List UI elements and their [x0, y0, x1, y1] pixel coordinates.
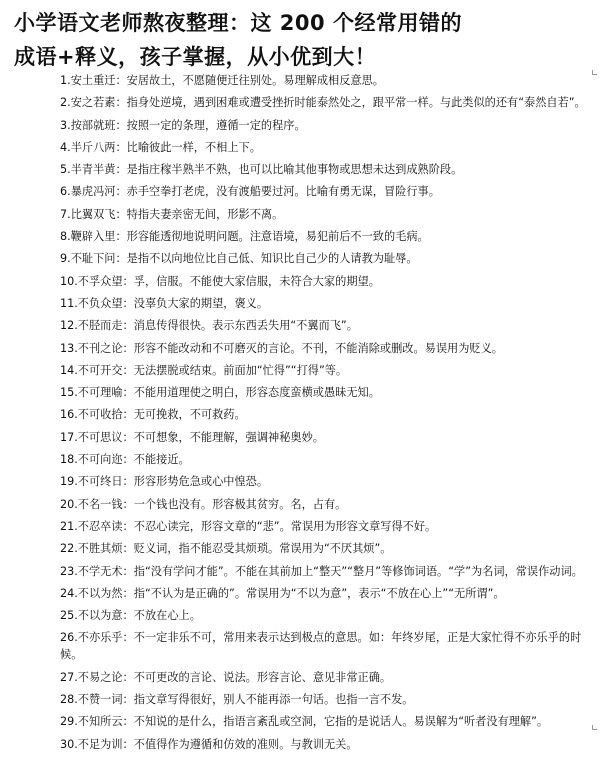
idiom-entry	[60, 429, 592, 451]
idiom-entry	[60, 669, 592, 691]
idiom-entry	[60, 563, 592, 585]
title-line-2: 成语+释义，孩子掌握，从小优到大！	[14, 45, 377, 69]
idiom-definition: 无可挽救，不可救药。	[133, 408, 246, 422]
idiom-word: 不足为训：	[77, 737, 134, 751]
entry-number: 20.	[60, 497, 78, 511]
idiom-definition: 按照一定的条理，遵循一定的程序。	[126, 118, 306, 132]
idiom-term	[60, 364, 134, 377]
idiom-definition: 形容能透彻地说明问题。注意语境，易犯前后不一致的毛病。	[126, 230, 429, 244]
idiom-word: 安之若素：	[70, 96, 127, 110]
idiom-term	[60, 141, 127, 154]
idiom-term	[60, 565, 134, 578]
idiom-word: 半斤八两：	[70, 140, 127, 154]
idiom-entry	[60, 94, 592, 116]
idiom-definition: 安居故土，不愿随便迁往别处。易理解成相反意思。	[126, 74, 384, 87]
idiom-term	[60, 185, 127, 198]
idiom-word: 不胜其烦：	[77, 542, 134, 556]
entry-number: 9.	[60, 252, 71, 266]
idiom-term	[60, 542, 134, 555]
idiom-entry	[60, 317, 592, 339]
idiom-word: 不知所云：	[77, 715, 134, 729]
idiom-word: 半青半黄：	[70, 163, 127, 177]
idiom-definition: 是指庄稼半熟半不熟，也可以比喻其他事物或思想未达到成熟阶段。	[126, 163, 463, 177]
idiom-word: 不名一钱：	[77, 497, 134, 511]
entry-number: 21.	[60, 519, 78, 533]
idiom-word: 不亦乐乎：	[77, 631, 134, 645]
idiom-entry	[60, 250, 592, 272]
idiom-entry	[60, 691, 592, 713]
entry-number: 5.	[60, 163, 71, 177]
idiom-term	[60, 453, 134, 466]
idiom-word: 不以为意：	[77, 609, 134, 623]
idiom-definition: 没辜负大家的期望，褒义。	[133, 296, 269, 310]
idiom-definition: 不可想象，不能理解，强调神秘奥妙。	[133, 430, 324, 444]
idiom-term	[60, 96, 127, 109]
idiom-entry	[60, 295, 592, 317]
idiom-term	[60, 671, 134, 684]
idiom-entry	[60, 736, 592, 758]
idiom-term	[60, 431, 134, 444]
title-line-1: 小学语文老师熬夜整理：这 200 个经常用错的	[14, 11, 462, 35]
idiom-term	[60, 475, 134, 488]
entry-number: 25.	[60, 609, 78, 623]
idiom-entry	[60, 183, 592, 205]
idiom-entry	[60, 273, 592, 295]
idiom-term	[60, 119, 127, 132]
idiom-term	[60, 275, 134, 288]
idiom-definition: 不值得作为遵循和仿效的准则。与教训无关。	[133, 737, 358, 751]
entry-number: 4.	[60, 140, 71, 154]
idiom-term	[60, 738, 134, 751]
idiom-entry	[60, 139, 592, 161]
idiom-term	[60, 386, 134, 399]
idiom-word: 不可收拾：	[77, 408, 134, 422]
idiom-definition: 指文章写得很好，别人不能再添一句话。也指一言不发。	[133, 693, 414, 707]
idiom-word: 不学无术：	[77, 564, 134, 578]
entry-number: 29.	[60, 715, 78, 729]
idiom-word: 不孚众望：	[77, 274, 134, 288]
entry-number: 28.	[60, 693, 78, 707]
idiom-word: 不可向迩：	[77, 453, 134, 467]
idiom-definition: 指“没有学问才能”。不能在其前加上“整天”“整月”等修饰词语。“学”为名词，常误作动词。	[133, 564, 583, 578]
entry-number: 13.	[60, 341, 78, 355]
idiom-entry	[60, 629, 592, 668]
idiom-entry	[60, 406, 592, 428]
entry-number: 10.	[60, 274, 78, 288]
idiom-definition: 指身处逆境，遇到困难或遭受挫折时能泰然处之，跟平常一样。与此类似的还有“泰然自若”。	[126, 96, 586, 110]
idiom-word: 不胫而走：	[77, 319, 134, 333]
idiom-entry	[60, 540, 592, 562]
idiom-term	[60, 631, 134, 644]
idiom-word: 不以为然：	[77, 586, 134, 600]
idiom-term	[60, 520, 134, 533]
entry-number: 1.	[60, 74, 71, 87]
idiom-entry	[60, 473, 592, 495]
idiom-definition: 不放在心上。	[133, 609, 201, 623]
idiom-entry	[60, 713, 592, 735]
idiom-entry	[60, 228, 592, 250]
idiom-definition: 不忍心读完，形容文章的“悲”。常误用为形容文章写得不好。	[133, 519, 437, 533]
idiom-word: 不忍卒读：	[77, 519, 134, 533]
document-title	[14, 6, 594, 74]
idiom-word: 不易之论：	[77, 670, 134, 684]
idiom-term	[60, 297, 134, 310]
idiom-entry	[60, 206, 592, 228]
idiom-term	[60, 498, 134, 511]
idiom-word: 不可思议：	[77, 430, 134, 444]
idiom-entry	[60, 362, 592, 384]
entry-number: 11.	[60, 296, 78, 310]
idiom-entry	[60, 518, 592, 540]
idiom-definition: 不可更改的言论、说法。形容言论、意见非常正确。	[133, 670, 392, 684]
idiom-definition: 形容不能改动和不可磨灭的言论。不刊，不能消除或删改。易误用为贬义。	[133, 341, 503, 355]
idiom-definition: 消息传得很快。表示东西丢失用“不翼而飞”。	[133, 319, 358, 333]
entry-number: 12.	[60, 319, 78, 333]
idiom-word: 不赞一词：	[77, 693, 134, 707]
idiom-definition: 赤手空拳打老虎，没有渡船要过河。比喻有勇无谋，冒险行事。	[126, 185, 440, 199]
idiom-definition: 无法摆脱或结束。前面加“忙得”“打得”等。	[133, 363, 348, 377]
entry-number: 23.	[60, 564, 78, 578]
entry-number: 3.	[60, 118, 71, 132]
idiom-definition: 不一定非乐不可，常用来表示达到极点的意思。如：年终岁尾，正是大家忙得不亦乐乎的时候。	[60, 631, 582, 662]
idiom-entry	[60, 585, 592, 607]
margin-marker	[592, 725, 597, 730]
idiom-word: 不可终日：	[77, 475, 134, 489]
idiom-word: 安土重迁：	[70, 74, 127, 87]
idiom-definition: 孚，信服。不能使大家信服，未符合大家的期望。	[133, 274, 380, 288]
entry-number: 24.	[60, 586, 78, 600]
idiom-definition: 特指夫妻亲密无间，形影不离。	[126, 207, 284, 221]
idiom-term	[60, 342, 134, 355]
idiom-word: 不负众望：	[77, 296, 134, 310]
idiom-word: 比翼双飞：	[70, 207, 127, 221]
entry-number: 7.	[60, 207, 71, 221]
idiom-term	[60, 693, 134, 706]
idiom-term	[60, 252, 127, 265]
idiom-term	[60, 715, 134, 728]
idiom-word: 鞭辟入里：	[70, 230, 127, 244]
idiom-term	[60, 230, 127, 243]
idiom-definition: 形容形势危急或心中惶恐。	[133, 475, 269, 489]
idiom-entry	[60, 161, 592, 183]
entry-number: 30.	[60, 737, 78, 751]
idiom-term	[60, 609, 134, 622]
idiom-word: 不耻下问：	[70, 252, 127, 266]
idiom-term	[60, 587, 134, 600]
entry-number: 22.	[60, 542, 78, 556]
idiom-entry	[60, 496, 592, 518]
idiom-term	[60, 163, 127, 176]
idiom-definition: 是指不以向地位比自己低、知识比自己少的人请教为耻辱。	[126, 252, 418, 266]
idiom-definition: 比喻彼此一样，不相上下。	[126, 140, 261, 154]
idiom-term	[60, 74, 127, 87]
entry-number: 2.	[60, 96, 71, 110]
entry-number: 18.	[60, 453, 78, 467]
idiom-definition: 一个钱也没有。形容极其贫穷。名，占有。	[133, 497, 347, 511]
idiom-word: 不可理喻：	[77, 386, 134, 400]
entry-number: 26.	[60, 631, 78, 645]
margin-marker	[592, 70, 597, 75]
idiom-entry	[60, 72, 592, 94]
idiom-definition: 指“不认为是正确的”。常误用为“不以为意”，表示“不放在心上”“无所谓”。	[133, 586, 505, 600]
idiom-definition: 不知说的是什么，指语言紊乱或空洞，它指的是说话人。易误解为“听者没有理解”。	[133, 715, 549, 729]
idiom-word: 不刊之论：	[77, 341, 134, 355]
entry-number: 19.	[60, 475, 78, 489]
entry-number: 14.	[60, 363, 78, 377]
idiom-word: 按部就班：	[70, 118, 127, 132]
idiom-entry	[60, 340, 592, 362]
idiom-entry	[60, 607, 592, 629]
idiom-word: 不可开交：	[77, 363, 134, 377]
entry-number: 8.	[60, 230, 71, 244]
idiom-term	[60, 408, 134, 421]
idiom-definition: 不能接近。	[133, 453, 190, 467]
entry-number: 16.	[60, 408, 78, 422]
entry-number: 17.	[60, 430, 78, 444]
idiom-term	[60, 319, 134, 332]
entry-number: 6.	[60, 185, 71, 199]
entry-number: 27.	[60, 670, 78, 684]
idiom-list	[60, 72, 592, 758]
idiom-term	[60, 208, 127, 221]
idiom-definition: 不能用道理使之明白，形容态度蛮横或愚昧无知。	[133, 386, 380, 400]
idiom-entry	[60, 117, 592, 139]
entry-number: 15.	[60, 386, 78, 400]
idiom-word: 暴虎冯河：	[70, 185, 127, 199]
idiom-entry	[60, 451, 592, 473]
idiom-entry	[60, 384, 592, 406]
idiom-definition: 贬义词，指不能忍受其烦琐。常误用为“不厌其烦”。	[133, 542, 392, 556]
